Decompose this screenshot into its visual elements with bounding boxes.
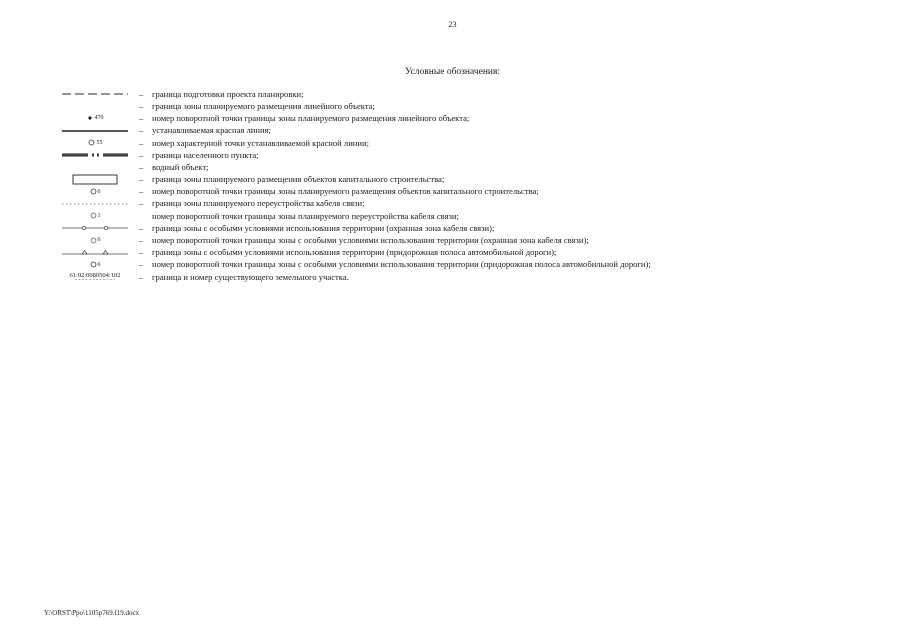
legend-row bbox=[56, 210, 886, 222]
legend-text: граница населенного пункта; bbox=[152, 149, 259, 160]
point-circle-icon bbox=[56, 186, 134, 198]
settlement-boundary-icon bbox=[56, 149, 134, 161]
road-strip-line-icon bbox=[56, 247, 134, 259]
legend-text: номер поворотной точки границы зоны планируемого переустройства кабеля связи; bbox=[152, 210, 459, 221]
legend-dash: – bbox=[138, 235, 144, 246]
legend-dash: – bbox=[138, 271, 144, 282]
legend-dash: – bbox=[138, 247, 144, 258]
point-label: 1 bbox=[97, 212, 101, 219]
legend-row bbox=[56, 222, 886, 234]
legend-row bbox=[56, 100, 886, 112]
legend-row bbox=[56, 125, 886, 137]
point-label: 6 bbox=[97, 188, 101, 195]
legend-row bbox=[56, 112, 886, 124]
legend-dash: – bbox=[138, 198, 144, 209]
point-label: 55 bbox=[96, 139, 103, 146]
legend-text: номер поворотной точки границы зоны с особыми условиями использования территории (охранная зона кабеля связи); bbox=[152, 235, 589, 246]
legend-text: граница зоны планируемого размещения линейного объекта; bbox=[152, 100, 375, 111]
legend-text: граница зоны с особыми условиями использования территории (охранная зона кабеля связи); bbox=[152, 222, 495, 233]
dotted-boundary-icon bbox=[56, 198, 134, 210]
legend-list bbox=[56, 88, 886, 283]
legend-text: устанавливаемая красная линия; bbox=[152, 125, 271, 136]
legend-text: граница подготовки проекта планировки; bbox=[152, 88, 304, 99]
legend-dash: – bbox=[138, 174, 144, 185]
legend-text: номер поворотной точки границы зоны планируемого размещения объектов капитального строительства; bbox=[152, 186, 539, 197]
legend-row bbox=[56, 259, 886, 271]
legend-text: водный объект; bbox=[152, 161, 209, 172]
legend-text: граница зоны с особыми условиями использования территории (придорожная полоса автомобильной дороги); bbox=[152, 247, 557, 258]
legend-dash: – bbox=[138, 88, 144, 99]
point-circle-icon bbox=[56, 234, 134, 246]
legend-dash: – bbox=[138, 137, 144, 148]
point-circle-icon bbox=[56, 259, 134, 271]
legend-dash: – bbox=[138, 149, 144, 160]
point-circle-icon bbox=[56, 137, 134, 149]
legend-dash: – bbox=[138, 113, 144, 124]
legend-title: Условные обозначения: bbox=[404, 67, 500, 77]
construction-zone-icon bbox=[56, 173, 134, 185]
point-dot-icon bbox=[56, 112, 134, 124]
legend-text: граница зоны планируемого переустройства кабеля связи; bbox=[152, 198, 365, 209]
legend-text: номер поворотной точки границы зоны планируемого размещения линейного объекта; bbox=[152, 113, 470, 124]
point-label: 6 bbox=[97, 261, 101, 268]
legend-dash: – bbox=[138, 222, 144, 233]
legend-text: номер характерной точки устанавливаемой красной линии; bbox=[152, 137, 369, 148]
legend-dash: – bbox=[138, 161, 144, 172]
parcel-number: 61:02:0080504:102 bbox=[69, 271, 121, 279]
dashed-boundary-icon bbox=[56, 88, 134, 100]
legend-row bbox=[56, 88, 886, 100]
legend-dash: – bbox=[138, 100, 144, 111]
water-object-icon bbox=[56, 161, 134, 173]
legend-text: граница и номер существующего земельного участка. bbox=[152, 271, 349, 282]
legend-dash: – bbox=[138, 259, 144, 270]
legend-row bbox=[56, 246, 886, 258]
point-label: 6 bbox=[97, 237, 101, 244]
legend-dash: – bbox=[138, 125, 144, 136]
point-label: 470 bbox=[94, 115, 104, 122]
legend-dash: – bbox=[138, 186, 144, 197]
cable-zone-line-icon bbox=[56, 222, 134, 234]
legend-text: граница зоны планируемого размещения объектов капитального строительства; bbox=[152, 174, 445, 185]
red-line-icon bbox=[56, 125, 134, 137]
legend-row bbox=[56, 234, 886, 246]
legend-row bbox=[56, 271, 886, 283]
legend-row bbox=[56, 137, 886, 149]
file-path: Y:\ORST\Ppo\1105p769.f19.docx bbox=[44, 609, 140, 617]
legend-row bbox=[56, 186, 886, 198]
legend-row bbox=[56, 173, 886, 185]
legend-row bbox=[56, 161, 886, 173]
legend-row bbox=[56, 198, 886, 210]
legend-row bbox=[56, 149, 886, 161]
point-circle-icon bbox=[56, 210, 134, 222]
parcel-label-icon bbox=[56, 271, 134, 283]
linear-zone-icon bbox=[56, 100, 134, 112]
page-number: 23 bbox=[448, 20, 457, 29]
legend-text: номер поворотной точки границы зоны с особыми условиями использования территории (придорожная полоса автомобильной дороги); bbox=[152, 259, 651, 270]
